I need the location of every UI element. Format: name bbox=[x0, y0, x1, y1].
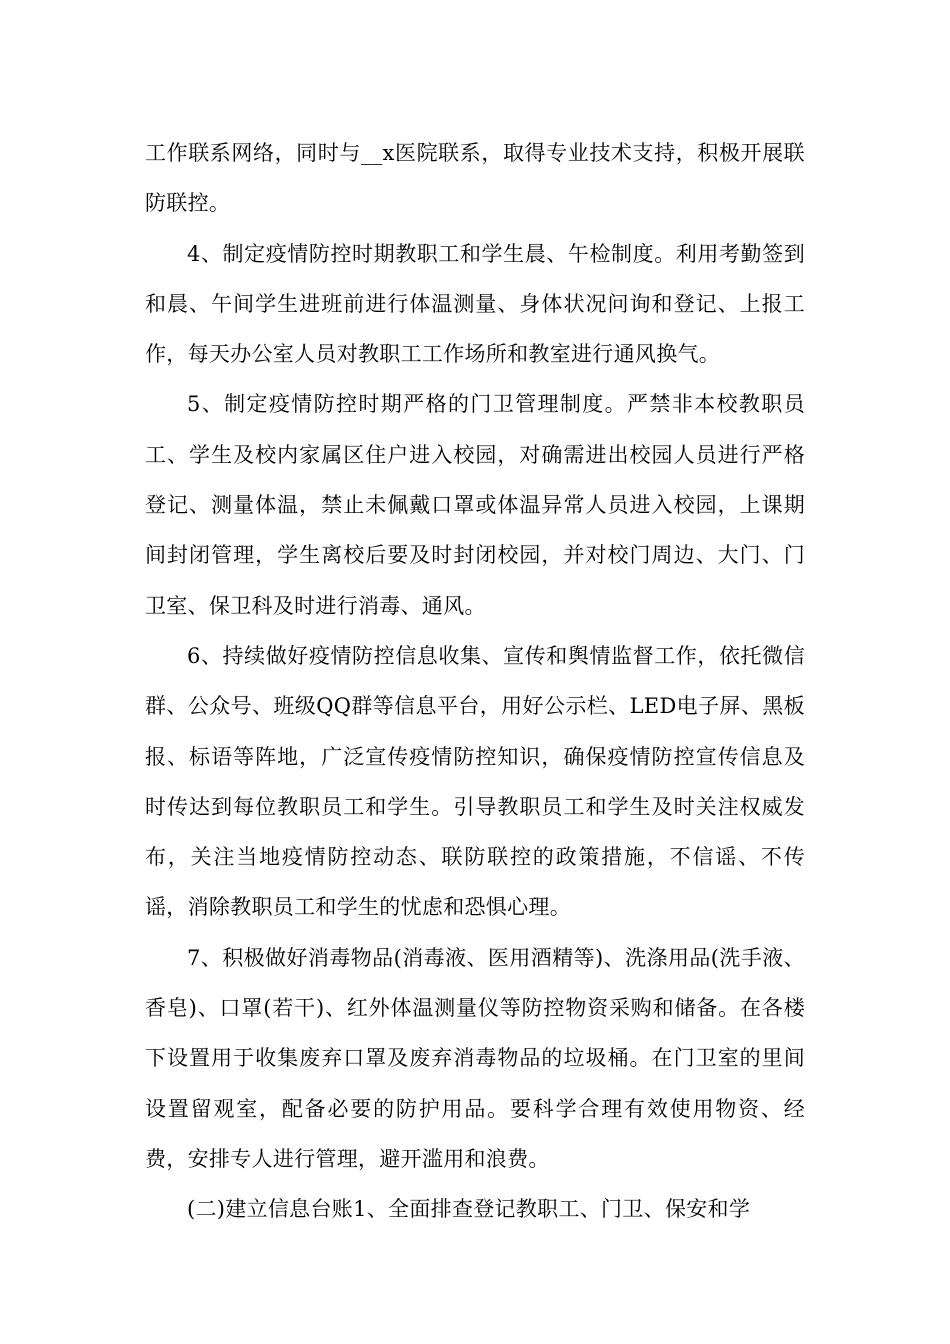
paragraph-5: 7、积极做好消毒物品(消毒液、医用酒精等)、洗涤用品(洗手液、香皂)、口罩(若干)、红外体温测量仪等防控物资采购和储备。在各楼下设置用于收集废弃口罩及废弃消毒物品的垃圾桶。在门卫室的里间设置留观室，配备必要的防护用品。要科学合理有效使用物资、经费，安排专人进行管理，避开滥用和浪费。 bbox=[145, 945, 805, 1171]
document-body bbox=[145, 128, 805, 1235]
paragraph-3: 5、制定疫情防控时期严格的门卫管理制度。严禁非本校教职员工、学生及校内家属区住户进入校园，对确需进出校园人员进行严格登记、测量体温，禁止未佩戴口罩或体温异常人员进入校园，上课期间封闭管理，学生离校后要及时封闭校园，并对校门周边、大门、门卫室、保卫科及时进行消毒、通风。 bbox=[145, 392, 805, 618]
paragraph-2: 4、制定疫情防控时期教职工和学生晨、午检制度。利用考勤签到和晨、午间学生进班前进行体温测量、身体状况问询和登记、上报工作，每天办公室人员对教职工工作场所和教室进行通风换气。 bbox=[145, 241, 805, 367]
paragraph-1: 工作联系网络，同时与__x医院联系，取得专业技术支持，积极开展联防联控。 bbox=[145, 141, 805, 216]
paragraph-6: (二)建立信息台账1、全面排查登记教职工、门卫、保安和学 bbox=[187, 1197, 751, 1222]
paragraph-4: 6、持续做好疫情防控信息收集、宣传和舆情监督工作，依托微信群、公众号、班级QQ群等信息平台，用好公示栏、LED电子屏、黑板报、标语等阵地，广泛宣传疫情防控知识，确保疫情防控宣传信息及时传达到每位教职员工和学生。引导教职员工和学生及时关注权威发布，关注当地疫情防控动态、联防联控的政策措施，不信谣、不传谣，消除教职员工和学生的忧虑和恐惧心理。 bbox=[145, 643, 805, 920]
